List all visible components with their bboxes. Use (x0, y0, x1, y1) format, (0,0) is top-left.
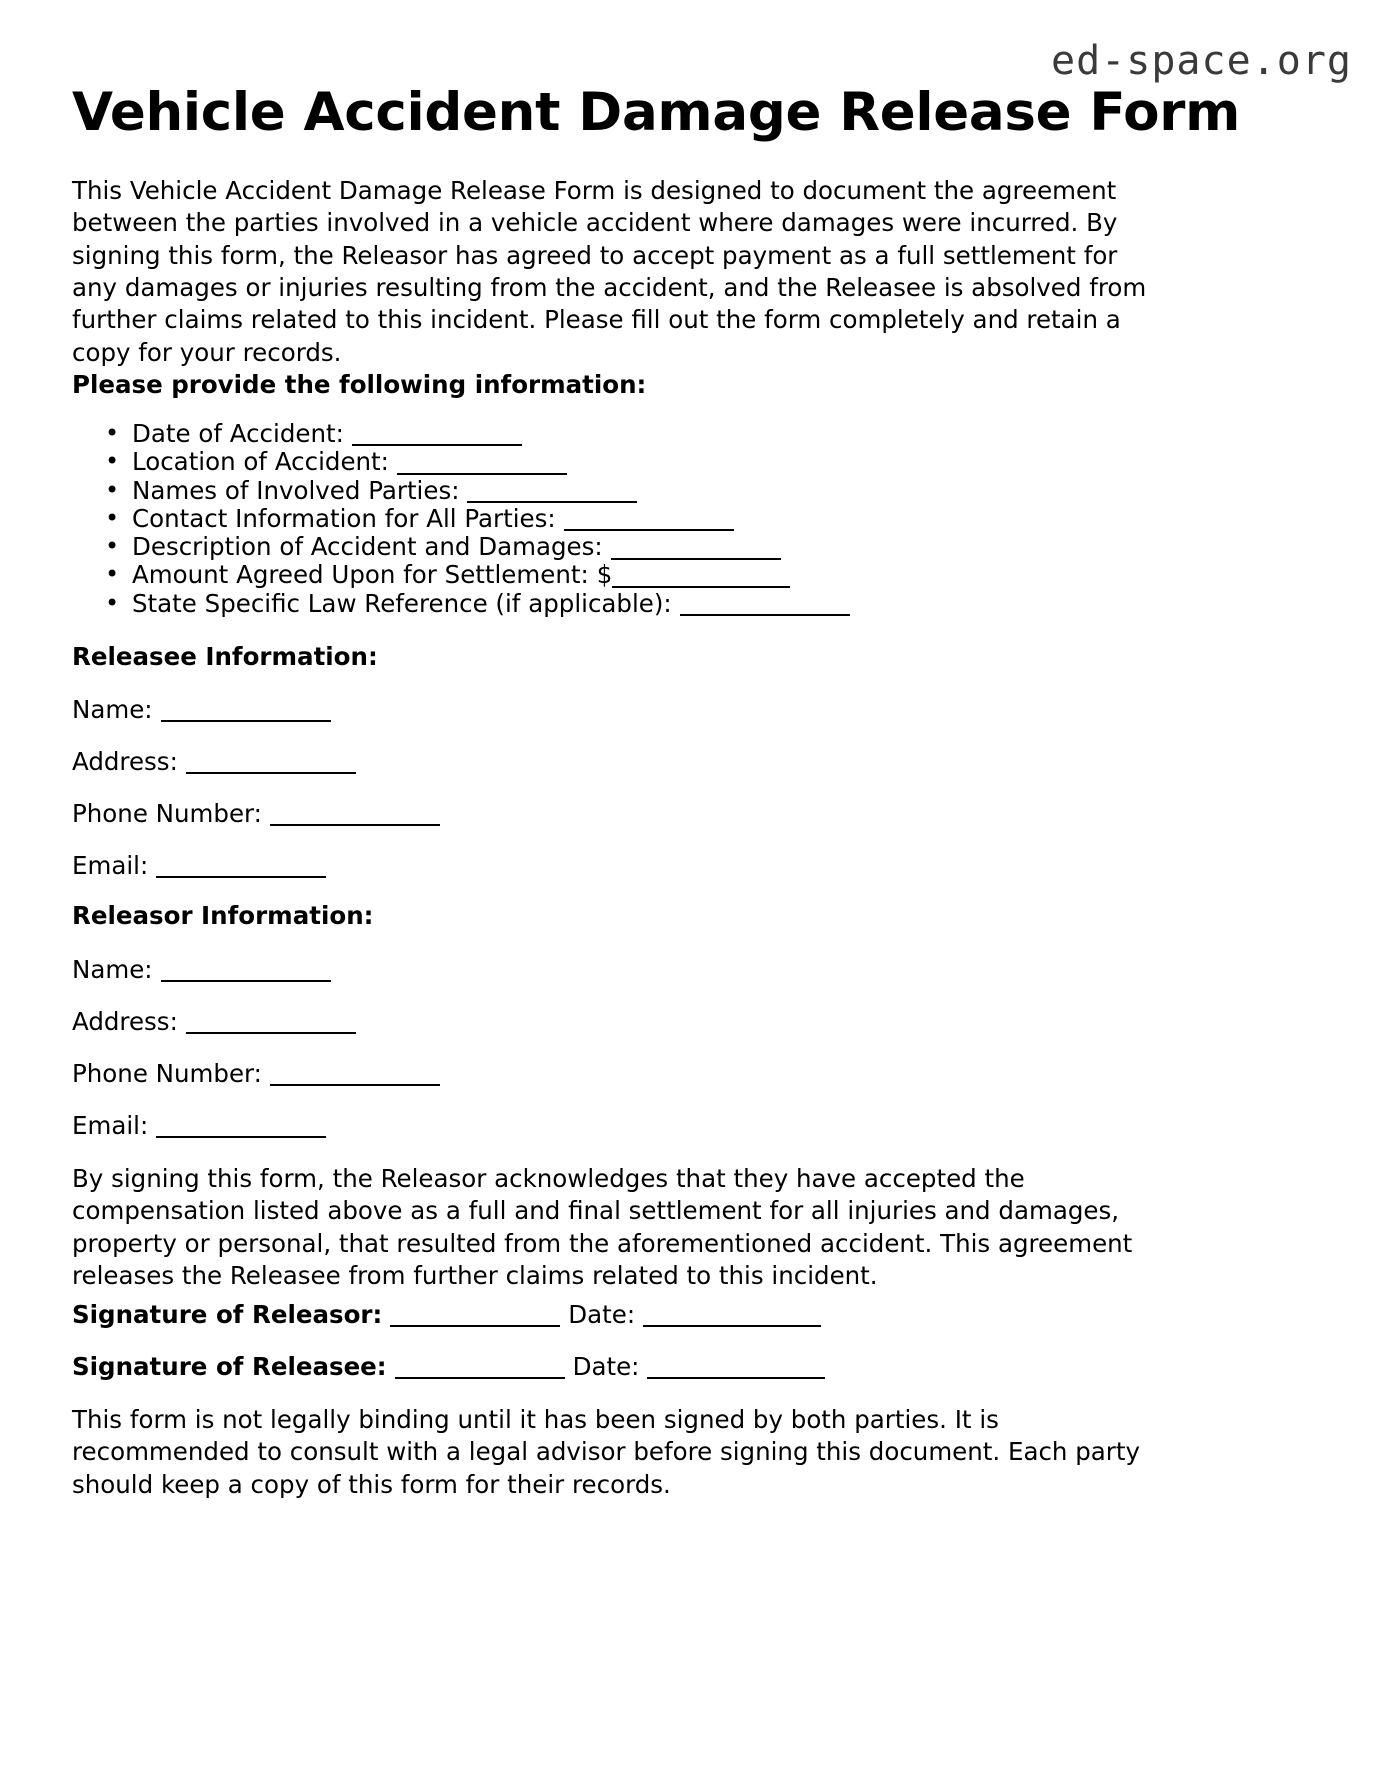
fill-blank-location-of-accident[interactable] (397, 449, 567, 474)
field-label: Name: (72, 695, 153, 724)
signature-releasor-input[interactable] (390, 1302, 560, 1327)
releasor-address-input[interactable] (186, 1009, 356, 1034)
list-item-label: Amount Agreed Upon for Settlement: (132, 560, 589, 590)
list-item-label: Location of Accident: (132, 447, 389, 477)
field-label: Email: (72, 851, 149, 880)
signature-releasor-date-label: Date: (568, 1300, 636, 1329)
currency-symbol: $ (596, 560, 613, 590)
fill-blank-description-of-damages[interactable] (611, 534, 781, 559)
releasor-email-input[interactable] (156, 1113, 326, 1138)
field-label: Phone Number: (72, 1059, 262, 1088)
fill-blank-date-of-accident[interactable] (352, 421, 522, 446)
releasor-name-row (72, 954, 331, 986)
fill-blank-names-of-parties[interactable] (467, 478, 637, 503)
releasor-information-heading: Releasor Information: (72, 901, 374, 930)
signature-releasee-input[interactable] (395, 1354, 565, 1379)
list-item-label: State Specific Law Reference (if applicable): (132, 588, 672, 618)
fill-blank-contact-information[interactable] (564, 506, 734, 531)
releasee-name-row (72, 694, 331, 726)
releasee-information-heading: Releasee Information: (72, 642, 378, 671)
releasee-address-row (72, 746, 356, 778)
signature-releasee-date-label: Date: (572, 1352, 640, 1381)
list-item (132, 448, 1172, 476)
list-item-label: Description of Accident and Damages: (132, 532, 603, 562)
intro-paragraph: This Vehicle Accident Damage Release Form is designed to document the agreement between the parties involved in a vehicle accident where damages were incurred. By signing this form, the Releasor has agreed to accept payment as a full settlement for any damages or injuries resulting from the accident, and the Releasee is absolved from further claims related to this incident. Please fill out the form completely and retain a copy for your records. (72, 176, 1147, 367)
site-watermark: ed-space.org (1051, 38, 1352, 84)
signature-releasee-date-input[interactable] (647, 1354, 825, 1379)
releasee-email-input[interactable] (156, 853, 326, 878)
list-item-label: Names of Involved Parties: (132, 475, 460, 505)
field-label: Name: (72, 955, 153, 984)
signature-releasor-row (72, 1300, 821, 1329)
list-item (132, 505, 1172, 533)
list-item (132, 420, 1172, 448)
fill-blank-settlement-amount[interactable] (612, 563, 790, 588)
releasor-phone-row (72, 1058, 440, 1090)
signature-releasee-label: Signature of Releasee: (72, 1352, 387, 1381)
field-label: Phone Number: (72, 799, 262, 828)
releasee-name-input[interactable] (161, 697, 331, 722)
releasor-phone-input[interactable] (270, 1061, 440, 1086)
list-item-label: Date of Accident: (132, 419, 344, 448)
signature-releasor-label: Signature of Releasor: (72, 1300, 383, 1329)
list-item-label: Contact Information for All Parties: (132, 503, 556, 533)
field-label: Email: (72, 1111, 149, 1140)
footer-paragraph: This form is not legally binding until it has been signed by both parties. It is recommended to consult with a legal advisor before signing this document. Each party should keep a copy of this form for their records. (72, 1405, 1140, 1499)
releasee-phone-input[interactable] (270, 801, 440, 826)
list-item (132, 561, 1172, 589)
signature-releasee-row (72, 1352, 825, 1381)
releasee-email-row (72, 850, 326, 882)
releasee-address-input[interactable] (186, 749, 356, 774)
list-item (132, 590, 1172, 618)
releasor-address-row (72, 1006, 356, 1038)
releasor-email-row (72, 1110, 326, 1142)
fill-blank-state-law-reference[interactable] (680, 591, 850, 616)
page-title: Vehicle Accident Damage Release Form (72, 82, 1241, 143)
please-provide-heading: Please provide the following information: (72, 370, 647, 399)
signature-releasor-date-input[interactable] (643, 1302, 821, 1327)
information-checklist (72, 420, 1172, 618)
field-label: Address: (72, 747, 178, 776)
field-label: Address: (72, 1007, 178, 1036)
releasor-name-input[interactable] (161, 957, 331, 982)
list-item (132, 533, 1172, 561)
acknowledgement-paragraph: By signing this form, the Releasor acknowledges that they have accepted the compensation listed above as a full and final settlement for all injuries and damages, property or personal, that resulted from the aforementioned accident. This agreement releases the Releasee from further claims related to this incident. (72, 1164, 1133, 1290)
list-item (132, 477, 1172, 505)
releasee-phone-row (72, 798, 440, 830)
